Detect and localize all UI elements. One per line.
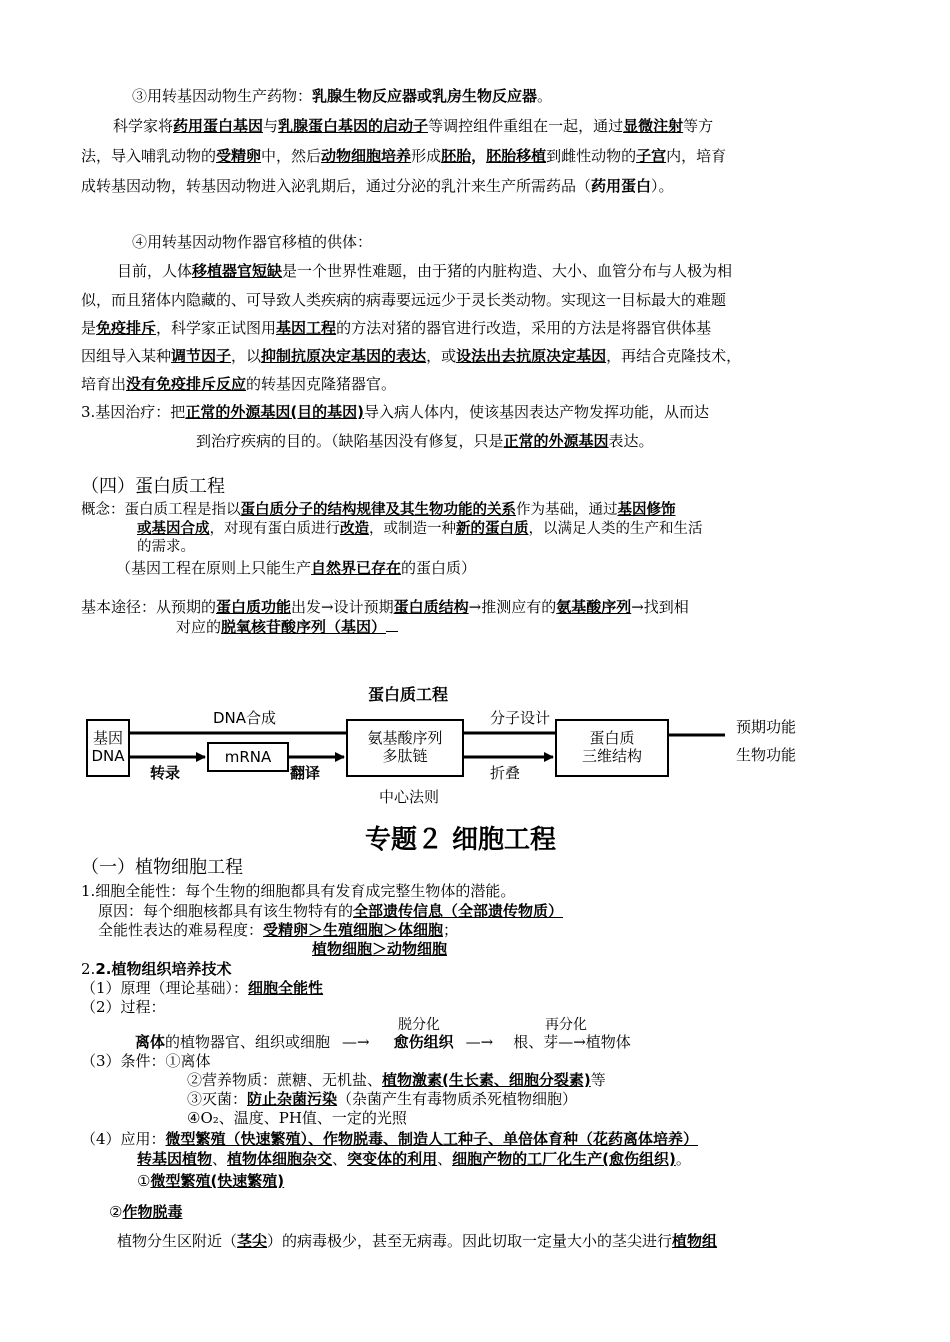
plant-heading: （一）植物细胞工程 bbox=[81, 857, 243, 878]
protein-structure-box: 蛋白质 三维结构 bbox=[555, 719, 669, 777]
s4-heading: ④用转基因动物作器官移植的供体： bbox=[132, 233, 373, 251]
gene-therapy-line1: 3.基因治疗：把正常的外源基因(目的基因)导入病人体内，使该基因表达产物发挥功能，从而达 bbox=[81, 403, 710, 421]
plant-process-line: 离体的植物器官、组织或细胞 —→ 愈伤组织 —→ 根、芽—→植物体 bbox=[135, 1033, 631, 1051]
s3-para-line1: 科学家将药用蛋白基因与乳腺蛋白基因的启动子等调控组件重组在一起，通过显微注射等方 bbox=[113, 117, 714, 135]
plant-a2: 转基因植物、植物体细胞杂交、突变体的利用、细胞产物的工厂化生产(愈伤组织)。 bbox=[137, 1150, 691, 1168]
plant-a3: ①微型繁殖(快速繁殖) bbox=[137, 1172, 285, 1190]
plant-c3: ③灭菌：防止杂菌污染（杂菌产生有毒物质杀死植物细胞） bbox=[187, 1090, 578, 1108]
expected-function-label: 预期功能 bbox=[736, 718, 797, 736]
plant-t2: 原因：每个细胞核都具有该生物特有的全部遗传信息（全部遗传物质） bbox=[98, 902, 564, 920]
protein-route-line1: 基本途径：从预期的蛋白质功能出发→设计预期蛋白质结构→推测应有的氨基酸序列→找到相 bbox=[81, 598, 689, 616]
protein-concept-note: （基因工程在原则上只能生产自然界已存在的蛋白质） bbox=[116, 559, 477, 577]
plant-a1: （4）应用：微型繁殖（快速繁殖）、作物脱毒、制造人工种子、单倍体育种（花药离体培养） bbox=[81, 1130, 699, 1148]
s4-para-line5: 培育出没有免疫排斥反应的转基因克隆猪器官。 bbox=[81, 375, 397, 393]
gene-therapy-line2: 到治疗疾病的目的。（缺陷基因没有修复，只是正常的外源基因表达。 bbox=[196, 432, 654, 450]
mrna-box: mRNA bbox=[207, 742, 289, 772]
protein-concept-line2: 或基因合成，对现有蛋白质进行改造，或制造一种新的蛋白质，以满足人类的生产和生活 bbox=[137, 521, 703, 537]
plant-c2: ②营养物质：蔗糖、无机盐、植物激素(生长素、细胞分裂素)等 bbox=[187, 1071, 606, 1089]
s3-para-line2: 法，导入哺乳动物的受精卵中，然后动物细胞培养形成胚胎，胚胎移植到雌性动物的子宫内，培育 bbox=[81, 147, 727, 165]
plant-t4: 植物细胞＞动物细胞 bbox=[312, 940, 448, 958]
gene-dna-box: 基因 DNA bbox=[86, 719, 130, 777]
protein-route-line2: 对应的脱氧核苷酸序列（基因） bbox=[176, 617, 398, 637]
s4-para-line2: 似，而且猪体内隐藏的、可导致人类疾病的病毒要远远少于灵长类动物。实现这一目标最大的难题 bbox=[81, 291, 727, 309]
s4-para-line4: 因组导入某种调节因子，以抑制抗原决定基因的表达，或设法出去抗原决定基因，再结合克隆技术， bbox=[81, 347, 742, 365]
folding-label: 折叠 bbox=[490, 764, 521, 782]
topic2-title: 专题２ 细胞工程 bbox=[365, 825, 557, 855]
amino-acid-box: 氨基酸序列 多肽链 bbox=[346, 719, 464, 777]
protein-heading: （四）蛋白质工程 bbox=[81, 476, 225, 497]
plant-t5: 2.2.植物组织培养技术 bbox=[81, 960, 232, 978]
dedifferentiation-label: 脱分化 bbox=[398, 1017, 440, 1033]
plant-t7: （2）过程： bbox=[81, 998, 166, 1016]
molecular-design-label: 分子设计 bbox=[490, 709, 551, 727]
dna-synthesis-label: DNA合成 bbox=[213, 709, 277, 727]
transcription-label: 转录 bbox=[150, 764, 181, 782]
central-dogma-label: 中心法则 bbox=[379, 788, 440, 806]
diagram-title: 蛋白质工程 bbox=[368, 685, 449, 704]
protein-concept-line1: 概念：蛋白质工程是指以蛋白质分子的结构规律及其生物功能的关系作为基础，通过基因修饰 bbox=[81, 502, 676, 518]
translation-label: 翻译 bbox=[290, 764, 321, 782]
protein-concept-line3: 的需求。 bbox=[137, 539, 195, 555]
plant-t6: （1）原理（理论基础）：细胞全能性 bbox=[81, 979, 324, 997]
s3-para-line3: 成转基因动物，转基因动物进入泌乳期后，通过分泌的乳汁来生产所需药品（药用蛋白）。 bbox=[81, 177, 674, 195]
plant-a4: ②作物脱毒 bbox=[109, 1203, 183, 1221]
bio-function-label: 生物功能 bbox=[736, 746, 797, 764]
plant-c4: ④O₂、温度、PH值、一定的光照 bbox=[187, 1109, 407, 1127]
redifferentiation-label: 再分化 bbox=[545, 1017, 587, 1033]
s3-line1: ③用转基因动物生产药物：乳腺生物反应器或乳房生物反应器。 bbox=[132, 87, 553, 105]
plant-c1: （3）条件：①离体 bbox=[81, 1052, 211, 1070]
plant-t3: 全能性表达的难易程度：受精卵＞生殖细胞＞体细胞； bbox=[98, 921, 459, 939]
plant-t1: 1.细胞全能性：每个生物的细胞都具有发育成完整生物体的潜能。 bbox=[81, 882, 516, 900]
plant-a5: 植物分生区附近（茎尖）的病毒极少，甚至无病毒。因此切取一定量大小的茎尖进行植物组 bbox=[117, 1232, 718, 1250]
s4-para-line1: 目前，人体移植器官短缺是一个世界性难题，由于猪的内脏构造、大小、血管分布与人极为相 bbox=[117, 262, 733, 280]
s4-para-line3: 是免疫排斥，科学家正试图用基因工程的方法对猪的器官进行改造，采用的方法是将器官供体基 bbox=[81, 319, 712, 337]
